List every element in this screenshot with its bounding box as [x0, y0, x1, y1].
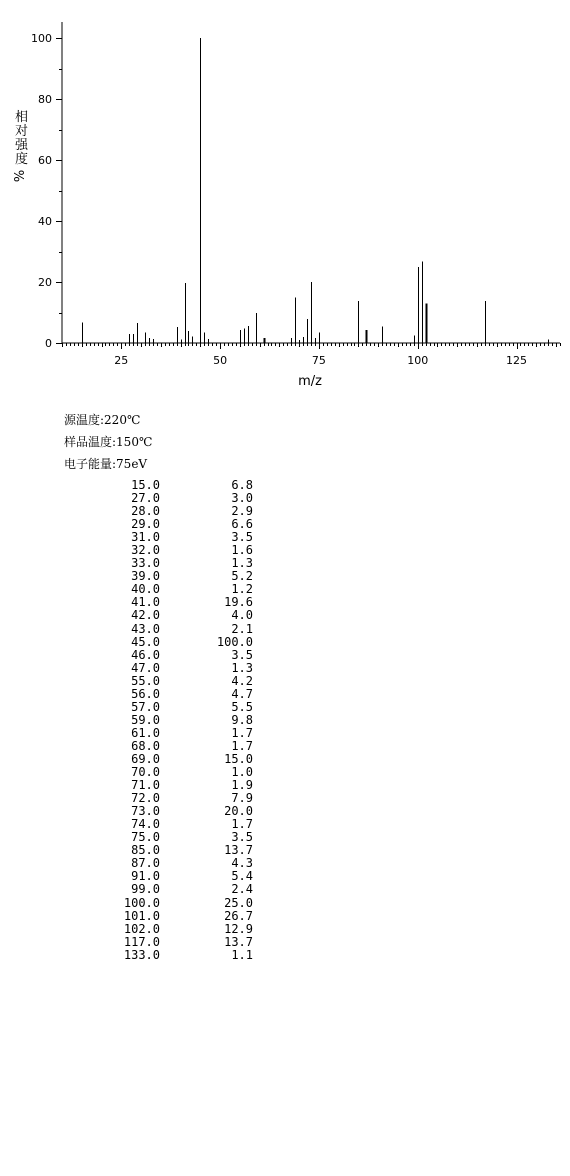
peak-intensity: 4.2 — [231, 673, 253, 688]
x-axis-title: m/z — [298, 374, 322, 389]
peak-intensity: 1.7 — [231, 725, 253, 740]
peak-intensity: 20.0 — [224, 804, 253, 819]
peak-row — [64, 897, 253, 910]
peak-mz: 39.0 — [131, 569, 160, 584]
peak-mz: 71.0 — [131, 778, 160, 793]
peak-mz: 59.0 — [131, 712, 160, 727]
peak-intensity: 1.3 — [231, 556, 253, 571]
y-axis-title — [13, 109, 29, 182]
peak-intensity: 1.6 — [231, 543, 253, 558]
peak-intensity: 6.8 — [231, 478, 253, 492]
x-tick-label: 100 — [407, 354, 429, 367]
peak-intensity: 100.0 — [216, 634, 253, 649]
peak-intensity: 1.1 — [231, 947, 253, 962]
peak-row — [64, 688, 253, 701]
spectrum-bars — [83, 38, 549, 343]
peak-list-table — [64, 479, 253, 962]
peak-intensity: 15.0 — [224, 751, 253, 766]
peak-row — [64, 662, 253, 675]
peak-intensity: 13.7 — [224, 934, 253, 949]
peak-mz: 29.0 — [131, 517, 160, 532]
peak-mz: 33.0 — [131, 556, 160, 571]
peak-row — [64, 609, 253, 622]
y-axis-title-char-1: 相 — [15, 110, 29, 125]
peak-intensity: 1.0 — [231, 765, 253, 780]
peak-intensity: 4.3 — [231, 856, 253, 871]
peak-mz: 15.0 — [131, 478, 160, 492]
peak-mz: 41.0 — [131, 595, 160, 610]
peak-intensity: 4.7 — [231, 686, 253, 701]
peak-mz: 32.0 — [131, 543, 160, 558]
peak-intensity: 25.0 — [224, 895, 253, 910]
peak-mz: 47.0 — [131, 660, 160, 675]
peak-mz: 45.0 — [131, 634, 160, 649]
x-tick-label: 50 — [213, 354, 228, 367]
peak-intensity: 6.6 — [231, 517, 253, 532]
x-tick-label: 125 — [506, 354, 528, 367]
peak-mz: 70.0 — [131, 765, 160, 780]
peak-mz: 57.0 — [131, 699, 160, 714]
peak-intensity: 3.5 — [231, 530, 253, 545]
y-axis-title-char-2: 对 — [15, 124, 29, 139]
peak-intensity: 19.6 — [224, 595, 253, 610]
source-temperature: 源温度:220℃ — [64, 413, 141, 427]
peak-mz: 42.0 — [131, 608, 160, 623]
peak-mz: 40.0 — [131, 582, 160, 597]
peak-mz: 117.0 — [123, 934, 160, 949]
peak-intensity: 12.9 — [224, 921, 253, 936]
peak-mz: 102.0 — [123, 921, 160, 936]
y-ticks — [31, 32, 62, 350]
peak-intensity: 1.2 — [231, 582, 253, 597]
x-tick-label: 25 — [114, 354, 129, 367]
peak-intensity: 13.7 — [224, 843, 253, 858]
peak-row — [64, 949, 253, 962]
peak-intensity: 3.0 — [231, 491, 253, 506]
peak-mz: 68.0 — [131, 738, 160, 753]
peak-mz: 75.0 — [131, 830, 160, 845]
peak-intensity: 9.8 — [231, 712, 253, 727]
peak-row — [64, 675, 253, 688]
x-ticks — [63, 343, 561, 367]
peak-mz: 73.0 — [131, 804, 160, 819]
peak-intensity: 1.3 — [231, 660, 253, 675]
peak-mz: 56.0 — [131, 686, 160, 701]
y-tick-label: 0 — [45, 337, 52, 350]
peak-mz: 55.0 — [131, 673, 160, 688]
peak-intensity: 4.0 — [231, 608, 253, 623]
peak-mz: 74.0 — [131, 817, 160, 832]
peak-mz: 133.0 — [123, 947, 160, 962]
peak-mz: 72.0 — [131, 791, 160, 806]
peak-row — [64, 727, 253, 740]
peak-mz: 99.0 — [131, 882, 160, 897]
peak-row — [64, 623, 253, 636]
mass-spectrum-chart — [0, 0, 570, 400]
peak-intensity: 2.1 — [231, 621, 253, 636]
y-tick-label: 100 — [31, 32, 52, 45]
y-axis-title-char-3: 强 — [15, 138, 29, 153]
peak-intensity: 5.2 — [231, 569, 253, 584]
peak-row — [64, 936, 253, 949]
peak-intensity: 26.7 — [224, 908, 253, 923]
peak-intensity: 5.5 — [231, 699, 253, 714]
x-tick-label: 75 — [311, 354, 326, 367]
peak-row — [64, 883, 253, 896]
peak-row — [64, 701, 253, 714]
peak-mz: 43.0 — [131, 621, 160, 636]
y-tick-label: 80 — [38, 93, 52, 106]
peak-mz: 61.0 — [131, 725, 160, 740]
peak-intensity: 5.4 — [231, 869, 253, 884]
peak-mz: 100.0 — [123, 895, 160, 910]
peak-mz: 87.0 — [131, 856, 160, 871]
peak-intensity: 3.5 — [231, 647, 253, 662]
peak-mz: 31.0 — [131, 530, 160, 545]
peak-mz: 46.0 — [131, 647, 160, 662]
sample-temperature: 样品温度:150℃ — [64, 435, 153, 449]
peak-mz: 69.0 — [131, 751, 160, 766]
peak-mz: 85.0 — [131, 843, 160, 858]
y-tick-label: 40 — [38, 215, 52, 228]
y-tick-label: 20 — [38, 276, 52, 289]
acquisition-conditions — [64, 414, 152, 470]
y-axis-title-char-4: 度 — [15, 152, 29, 167]
peak-intensity: 1.9 — [231, 778, 253, 793]
peak-intensity: 1.7 — [231, 817, 253, 832]
peak-row — [64, 910, 253, 923]
peak-mz: 28.0 — [131, 504, 160, 519]
peak-mz: 91.0 — [131, 869, 160, 884]
y-axis-title-unit: % — [13, 169, 28, 183]
peak-intensity: 1.7 — [231, 738, 253, 753]
peak-row — [64, 714, 253, 727]
peak-intensity: 2.4 — [231, 882, 253, 897]
y-tick-label: 60 — [38, 154, 52, 167]
peak-row — [64, 923, 253, 936]
peak-intensity: 7.9 — [231, 791, 253, 806]
peak-intensity: 2.9 — [231, 504, 253, 519]
electron-energy: 电子能量:75eV — [64, 457, 148, 471]
peak-row — [64, 636, 253, 649]
peak-intensity: 3.5 — [231, 830, 253, 845]
peak-row — [64, 649, 253, 662]
peak-mz: 27.0 — [131, 491, 160, 506]
peak-mz: 101.0 — [123, 908, 160, 923]
